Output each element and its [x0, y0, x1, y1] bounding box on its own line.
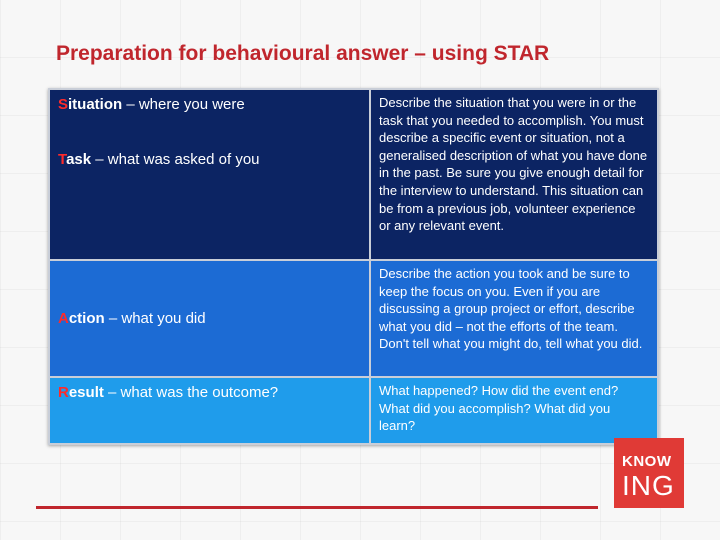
logo-text-know: KNOW	[622, 453, 672, 470]
task-label	[58, 151, 361, 168]
situation-task-description: Describe the situation that you were in or the task that you needed to accomplish. You must describe a specific event or situation, not a generalised description of what you have done in the past. Be sure you give enough detail for the interview to understand. This situation can be from a previous job, volunteer experience or any relevant event.	[370, 89, 658, 260]
result-letter: R	[58, 384, 69, 401]
action-word: ction	[68, 310, 105, 327]
table-row-action	[49, 260, 658, 377]
task-letter: T	[58, 151, 67, 168]
action-suffix: – what you did	[104, 310, 206, 327]
logo-text-ing: ING	[622, 470, 675, 501]
result-suffix: – what was the outcome?	[103, 384, 279, 401]
result-label-cell	[49, 377, 370, 444]
star-table	[48, 88, 659, 445]
task-word: ask	[66, 151, 92, 168]
situation-task-label-cell	[49, 89, 370, 260]
situation-letter: S	[58, 96, 69, 113]
result-word: esult	[68, 384, 104, 401]
slide-title: Preparation for behavioural answer – using STAR	[56, 42, 550, 65]
knowing-logo	[614, 438, 684, 508]
task-suffix: – what was asked of you	[91, 151, 260, 168]
situation-word: ituation	[68, 96, 123, 113]
action-label-cell	[49, 260, 370, 377]
action-description: Describe the action you took and be sure to keep the focus on you. Even if you are discussing a group project or effort, describe what you did – not the efforts of the team. Don't tell what you might do, tell what you did.	[370, 260, 658, 377]
table-row-result	[49, 377, 658, 444]
table-row-situation-task	[49, 89, 658, 260]
result-description: What happened? How did the event end? What did you accomplish? What did you learn?	[370, 377, 658, 444]
result-label	[58, 384, 361, 401]
action-label	[58, 310, 361, 327]
action-letter: A	[58, 310, 69, 327]
footer-divider	[36, 506, 598, 509]
situation-suffix: – where you were	[122, 96, 245, 113]
situation-label	[58, 96, 361, 113]
